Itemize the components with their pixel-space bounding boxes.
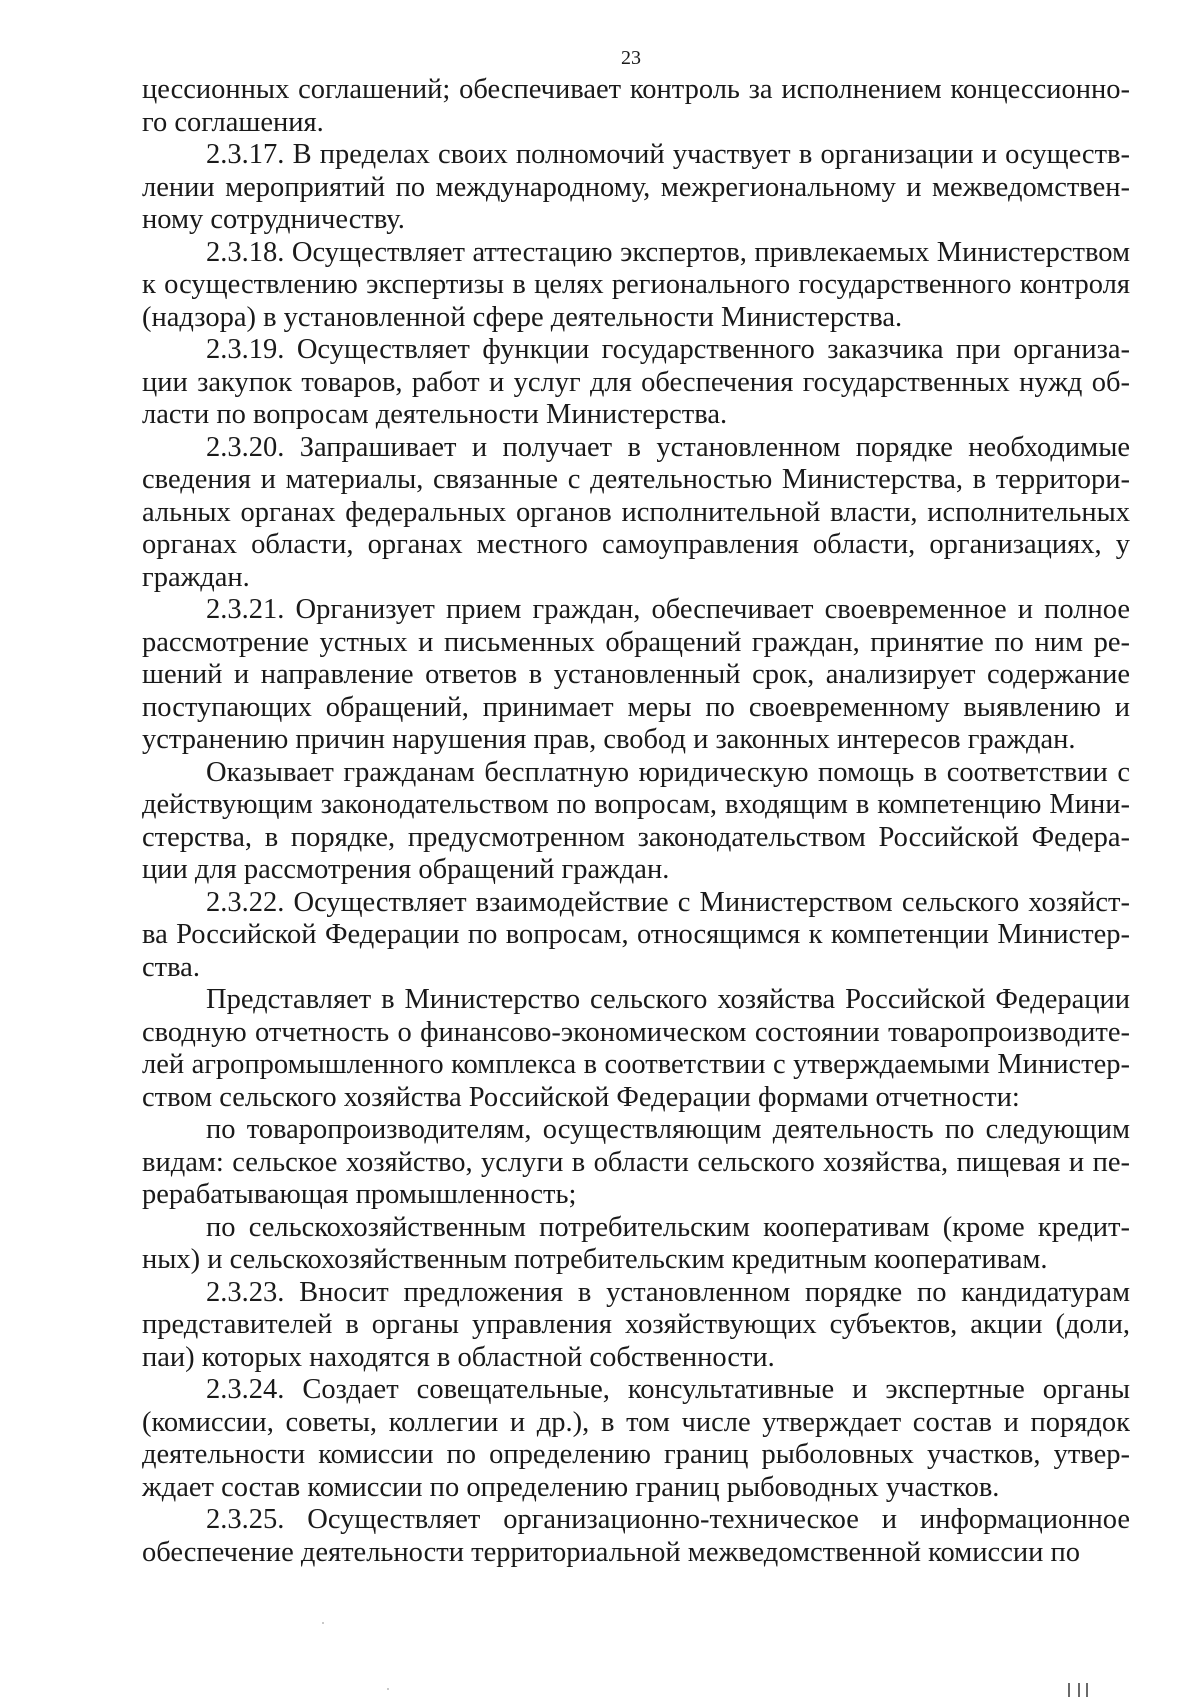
document-body (142, 74, 1130, 1569)
paragraph-2-3-22: 2.3.22. Осуществляет взаимодействие с Министерством сельского хозяйства Российской Федерации по вопросам, относящимся к компетенции Министерства. (142, 886, 1130, 983)
list-item-cooperatives: по сельскохозяйственным потребительским кооперативам (кроме кредитных) и сельскохозяйственным потребительским кредитным кооперативам. (142, 1211, 1130, 1275)
scan-speck (322, 1622, 324, 1624)
page-number: 23 (621, 47, 641, 69)
paragraph-2-3-23: 2.3.23. Вносит предложения в установленном порядке по кандидатурам представителей в органы управления хозяйствующих субъектов, акции (доли, паи) которых находятся в областной собственности. (142, 1276, 1130, 1373)
scan-edge-mark (1066, 1683, 1092, 1697)
paragraph-2-3-18: 2.3.18. Осуществляет аттестацию экспертов, привлекаемых Министерством к осуществлению экспертизы в целях регионального государственного контроля (надзора) в установленной сфере деятельности Министерства. (142, 236, 1130, 333)
paragraph-2-3-19: 2.3.19. Осуществляет функции государственного заказчика при организации закупок товаров, работ и услуг для обеспечения государственных нужд области по вопросам деятельности Министерства. (142, 334, 1130, 430)
paragraph-continuation: цессионных соглашений; обеспечивает контроль за исполнением концессионного соглашения. (142, 74, 1130, 138)
paragraph-2-3-20: 2.3.20. Запрашивает и получает в установленном порядке необходимые сведения и материалы, связанные с деятельностью Министерства, в территориальных органах федеральных органов исполнительной власти, исполнительных органах области, органах местного самоуправления области, организациях, у граждан. (142, 431, 1130, 593)
paragraph-2-3-21: 2.3.21. Организует прием граждан, обеспечивает своевременное и полное рассмотрение устных и письменных обращений граждан, принятие по ним решений и направление ответов в установленный срок, анализирует содержание поступающих обращений, принимает меры по своевременному выявлению и устранению причин нарушения прав, свобод и законных интересов граждан. (142, 594, 1130, 755)
list-item-producers: по товаропроизводителям, осуществляющим деятельность по следующим видам: сельское хозяйство, услуги в области сельского хозяйства, пищевая и перерабатывающая промышленность; (142, 1114, 1130, 1210)
paragraph-2-3-25: 2.3.25. Осуществляет организационно-техническое и информационное обеспечение деятельности территориальной межведомственной комиссии по (142, 1504, 1130, 1568)
paragraph-reporting: Представляет в Министерство сельского хозяйства Российской Федерации сводную отчетность о финансово-экономическом состоянии товаропроизводителей агропромышленного комплекса в соответствии с утверждаемыми Министерством сельского хозяйства Российской Федерации формами отчетности: (142, 984, 1130, 1113)
scan-speck (387, 1688, 389, 1690)
paragraph-2-3-24: 2.3.24. Создает совещательные, консультативные и экспертные органы (комиссии, советы, коллегии и др.), в том числе утверждает состав и порядок деятельности комиссии по определению границ рыболовных участков, утверждает состав комиссии по определению границ рыбоводных участков. (142, 1374, 1130, 1503)
paragraph-legal-aid: Оказывает гражданам бесплатную юридическую помощь в соответствии с действующим законодательством по вопросам, входящим в компетенцию Министерства, в порядке, предусмотренном законодательством Российской Федерации для рассмотрения обращений граждан. (142, 756, 1130, 885)
paragraph-2-3-17: 2.3.17. В пределах своих полномочий участвует в организации и осуществлении мероприятий по международному, межрегиональному и межведомственному сотрудничеству. (142, 139, 1130, 235)
